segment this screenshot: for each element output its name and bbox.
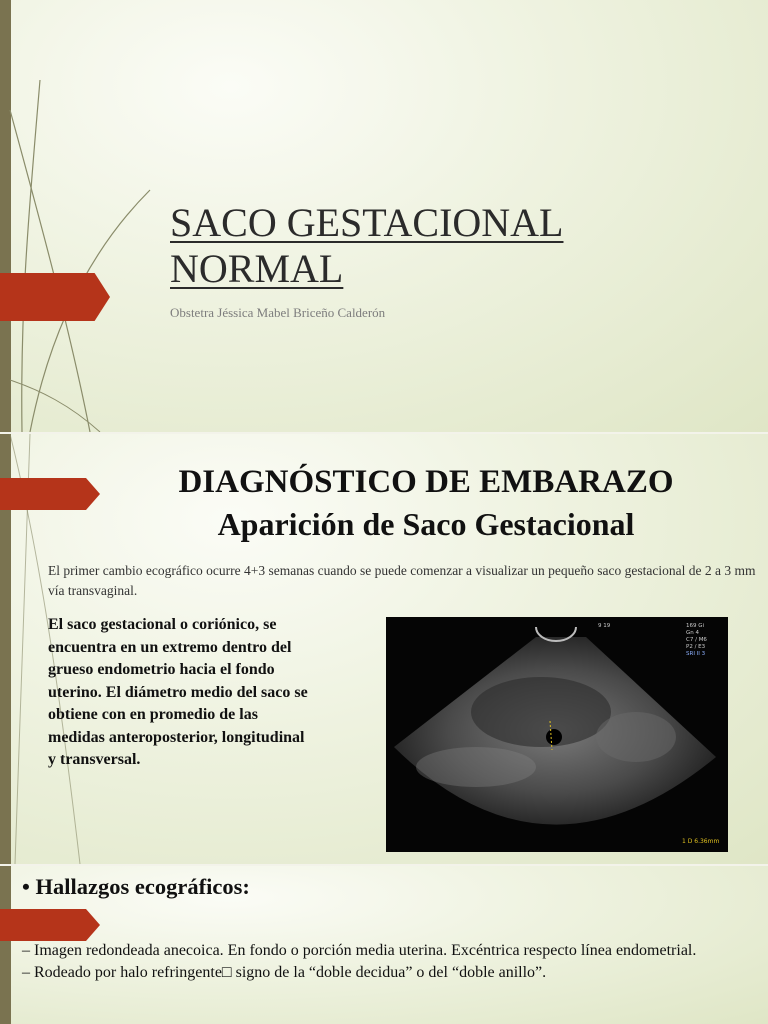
ultrasound-measurement: 1 D 6.36mm xyxy=(682,838,720,845)
body-paragraph: El saco gestacional o coriónico, se encuentra en un extremo dentro del grueso endometrio hacia el fondo uterino. El diámetro medio del saco se obtiene con en promedio de las medidas anteroposterior, longitudinal y transversal. xyxy=(48,616,308,768)
section-heading: DIAGNÓSTICO DE EMBARAZO xyxy=(178,464,674,500)
findings-slide xyxy=(0,866,768,1024)
list-item: – Imagen redondeada anecoica. En fondo o porción media uterina. Excéntrica respecto línea endometrial. xyxy=(22,942,697,959)
ultrasound-info-2: Gn 4 xyxy=(686,630,699,636)
ultrasound-image xyxy=(386,617,728,852)
list-item: – Rodeado por halo refringente□ signo de la “doble decidua” o del “doble anillo”. xyxy=(22,964,547,981)
findings-list xyxy=(22,940,762,984)
ultrasound-info-4: P2 / E3 xyxy=(686,644,706,650)
diagnosis-slide xyxy=(0,434,768,864)
intro-paragraph: El primer cambio ecográfico ocurre 4+3 semanas cuando se puede comenzar a visualizar un pequeño saco gestacional de 2 a 3 mm vía transvaginal. xyxy=(48,563,756,598)
slide-title: SACO GESTACIONAL NORMAL xyxy=(170,200,564,291)
accent-arrow xyxy=(0,909,100,941)
title-slide xyxy=(0,0,768,432)
ultrasound-info-5: SRI II 3 xyxy=(686,651,706,657)
ultrasound-info-left: 9 19 xyxy=(598,623,611,629)
findings-title: • Hallazgos ecográficos: xyxy=(22,874,250,899)
ultrasound-info-3: C7 / M6 xyxy=(686,637,707,643)
ultrasound-info-1: 169 Gi xyxy=(686,623,705,629)
slide-left-bar xyxy=(0,866,11,1024)
accent-arrow xyxy=(0,273,110,321)
author-subtitle: Obstetra Jéssica Mabel Briceño Calderón xyxy=(170,305,386,320)
section-subheading: Aparición de Saco Gestacional xyxy=(217,506,635,542)
slide-left-bar xyxy=(0,0,11,432)
decorative-curves xyxy=(0,0,160,432)
